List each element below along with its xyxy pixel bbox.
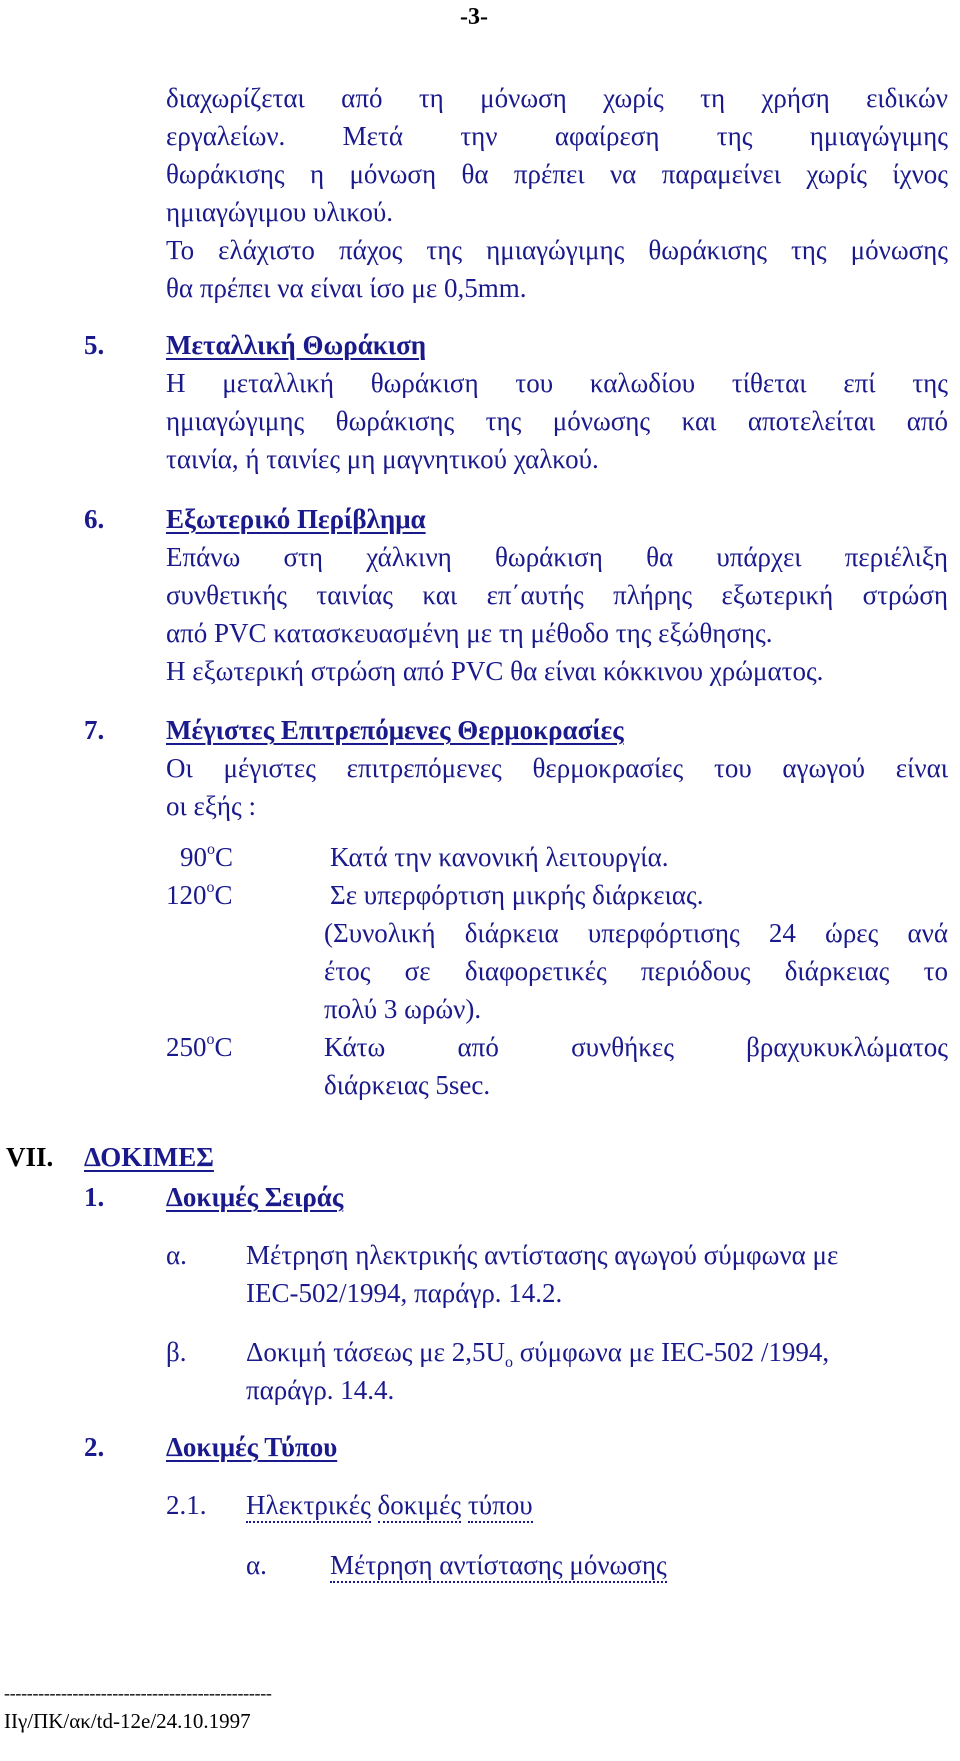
intro-line: Το ελάχιστο πάχος της ημιαγώγιμης θωράκισης της μόνωσης [166,235,948,265]
intro-line: θα πρέπει να είναι ίσο με 0,5mm. [166,273,527,303]
chapter-title: ΔΟΚΙΜΕΣ [84,1142,214,1172]
temperature-unit: C [215,842,234,872]
subsection-title: Δοκιμές Τύπου [166,1432,338,1462]
test-item-letter: β. [166,1337,187,1367]
temperature-value [166,1028,233,1071]
subsection-number: 1. [84,1182,105,1212]
section-number: 5. [84,330,105,360]
section-title: Μεταλλική Θωράκιση [166,330,427,360]
temperature-unit: C [214,1032,233,1062]
temperature-description: έτος σε διαφορετικές περιόδους διάρκειας το [324,956,948,986]
degree-sign: o [206,1031,215,1048]
degree-sign: o [206,879,215,896]
test-item-title [330,1546,667,1584]
title-word: Ηλεκτρικές [246,1490,371,1523]
test-item-line: παράγρ. 14.4. [246,1375,395,1405]
test-item-line [246,1333,829,1376]
degree-sign: o [207,841,215,858]
subsubsection-title [246,1486,533,1524]
test-item-line: Μέτρηση ηλεκτρικής αντίστασης αγωγού σύμφωνα με [246,1240,839,1270]
temperature-description: διάρκειας 5sec. [324,1070,491,1100]
temperature-description: Κατά την κανονική λειτουργία. [330,842,669,872]
temperature-value [166,876,233,919]
intro-line: ημιαγώγιμου υλικού. [166,197,394,227]
intro-line: θωράκισης η μόνωση θα πρέπει να παραμείνει χωρίς ίχνος [166,159,948,189]
section-line: Η εξωτερική στρώση από PVC θα είναι κόκκινου χρώματος. [166,656,824,686]
test-item-line: IEC-502/1994, παράγρ. 14.2. [246,1278,563,1308]
temperature-description: Σε υπερφόρτιση μικρής διάρκειας. [330,880,704,910]
intro-line: εργαλείων. Μετά την αφαίρεση της ημιαγώγιμης [166,121,948,151]
title-word: τύπου [468,1490,533,1523]
section-line: Οι μέγιστες επιτρεπόμενες θερμοκρασίες του αγωγού είναι [166,753,948,783]
temperature-number: 120 [166,880,207,910]
temperature-description: πολύ 3 ωρών). [324,994,482,1024]
subsubsection-number: 2.1. [166,1490,207,1520]
section-title: Εξωτερικό Περίβλημα [166,504,426,534]
test-item-text: Μέτρηση αντίστασης μόνωσης [330,1550,667,1583]
intro-line: διαχωρίζεται από τη μόνωση χωρίς τη χρήση ειδικών [166,83,948,113]
temperature-number: 90 [180,842,207,872]
title-word: δοκιμές [378,1490,462,1523]
section-line: συνθετικής ταινίας και επ΄αυτής πλήρης εξωτερική στρώση [166,580,948,610]
section-line: οι εξής : [166,791,256,821]
temperature-number: 250 [166,1032,207,1062]
section-line: από PVC κατασκευασμένη με τη μέθοδο της εξώθησης. [166,618,773,648]
temperature-description: Κάτω από συνθήκες βραχυκυκλώματος [324,1032,948,1062]
section-number: 6. [84,504,105,534]
subsection-title: Δοκιμές Σειράς [166,1182,344,1212]
page-number: -3- [460,4,488,30]
footer-reference: ΙΙγ/ΠΚ/ακ/td-12e/24.10.1997 [4,1709,251,1733]
section-number: 7. [84,715,105,745]
chapter-numeral: VII. [6,1142,54,1172]
section-title: Μέγιστες Επιτρεπόμενες Θερμοκρασίες [166,715,624,745]
section-line: Η μεταλλική θωράκιση του καλωδίου τίθεται επί της [166,368,948,398]
temperature-unit: C [214,880,233,910]
test-item-text: Δοκιμή τάσεως με 2,5U [246,1337,505,1367]
section-line: ταινία, ή ταινίες μη μαγνητικού χαλκού. [166,444,599,474]
test-item-letter: α. [166,1240,187,1270]
test-item-text: σύμφωνα με IEC-502 /1994, [513,1337,830,1367]
test-item-letter: α. [246,1550,267,1580]
temperature-description: (Συνολική διάρκεια υπερφόρτισης 24 ώρες ανά [324,918,948,948]
footer-rule: ----------------------------------------------- [4,1683,272,1703]
subscript: o [505,1354,513,1371]
subsection-number: 2. [84,1432,105,1462]
temperature-value [180,838,233,881]
section-line: ημιαγώγιμης θωράκισης της μόνωσης και αποτελείται από [166,406,948,436]
section-line: Επάνω στη χάλκινη θωράκιση θα υπάρχει περιέλιξη [166,542,948,572]
